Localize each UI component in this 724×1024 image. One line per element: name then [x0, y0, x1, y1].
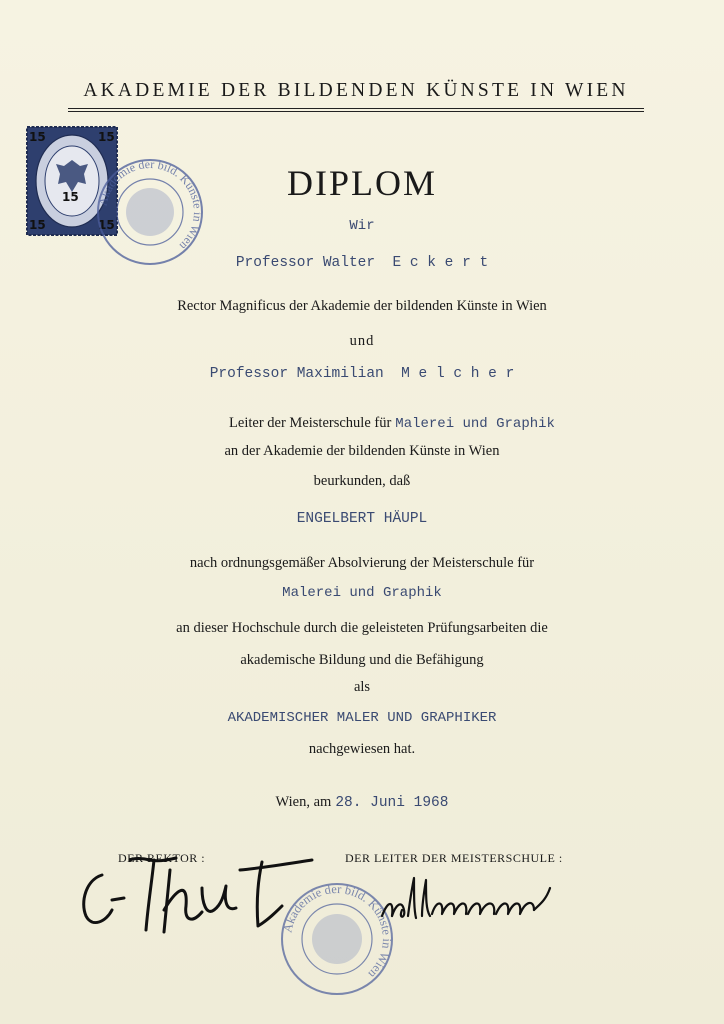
svg-text:Akademie der bild. Künste in W: Akademie der bild. Künste in Wien: [280, 881, 395, 982]
place-prefix: Wien, am: [275, 794, 332, 810]
completion-line: nach ordnungsgemäßer Absolvierung der Meisterschule für: [189, 555, 535, 571]
svg-text:Akademie der bild. Künste in W: Akademie der bild. Künste in Wien: [95, 156, 206, 254]
nachgewiesen-text: nachgewiesen hat.: [308, 741, 416, 757]
wir-text: Wir: [349, 218, 375, 234]
school-subject: Malerei und Graphik: [282, 585, 442, 601]
leiter-name: Professor Maximilian M e l c h e r: [209, 366, 515, 382]
leiter-line2: an der Akademie der bildenden Künste in Wien: [224, 443, 500, 459]
rector-name: Professor Walter E c k e r t: [235, 255, 489, 271]
signature-label-rector: DER REKTOR :: [118, 851, 206, 865]
leiter-line: [0, 414, 724, 432]
stamp-value-bl: 15: [29, 218, 46, 232]
place-date-line: [0, 793, 724, 811]
issue-date: 28. Juni 1968: [335, 795, 449, 811]
und-text: und: [349, 333, 375, 349]
header-rule: [68, 108, 644, 109]
diploma-title: DIPLOM: [286, 163, 437, 203]
institution-header: AKADEMIE DER BILDENDEN KÜNSTE IN WIEN: [83, 80, 629, 101]
degree-title: AKADEMISCHER MALER UND GRAPHIKER: [227, 710, 497, 726]
stamp-value-tr: 15: [98, 130, 115, 144]
signature-label-leiter: DER LEITER DER MEISTERSCHULE :: [345, 851, 563, 865]
header-rule-thin: [68, 111, 644, 112]
leiter-signature: [378, 870, 568, 940]
als-text: als: [353, 679, 371, 695]
rector-title: Rector Magnificus der Akademie der bildenden Künste in Wien: [177, 298, 547, 314]
stamp-value-tl: 15: [29, 130, 46, 144]
rector-signature: [72, 850, 342, 940]
stamp-value-br: 15: [98, 218, 115, 232]
education-line: akademische Bildung und die Befähigung: [240, 652, 484, 668]
stamp-value-center: 15: [62, 190, 79, 204]
beurkunden-text: beurkunden, daß: [313, 473, 411, 489]
leiter-line-prefix: Leiter der Meisterschule für: [229, 415, 392, 431]
exam-line: an dieser Hochschule durch die geleisteten Prüfungsarbeiten die: [176, 620, 548, 636]
leiter-subject: Malerei und Graphik: [395, 416, 555, 432]
graduate-name: ENGELBERT HÄUPL: [296, 511, 428, 527]
